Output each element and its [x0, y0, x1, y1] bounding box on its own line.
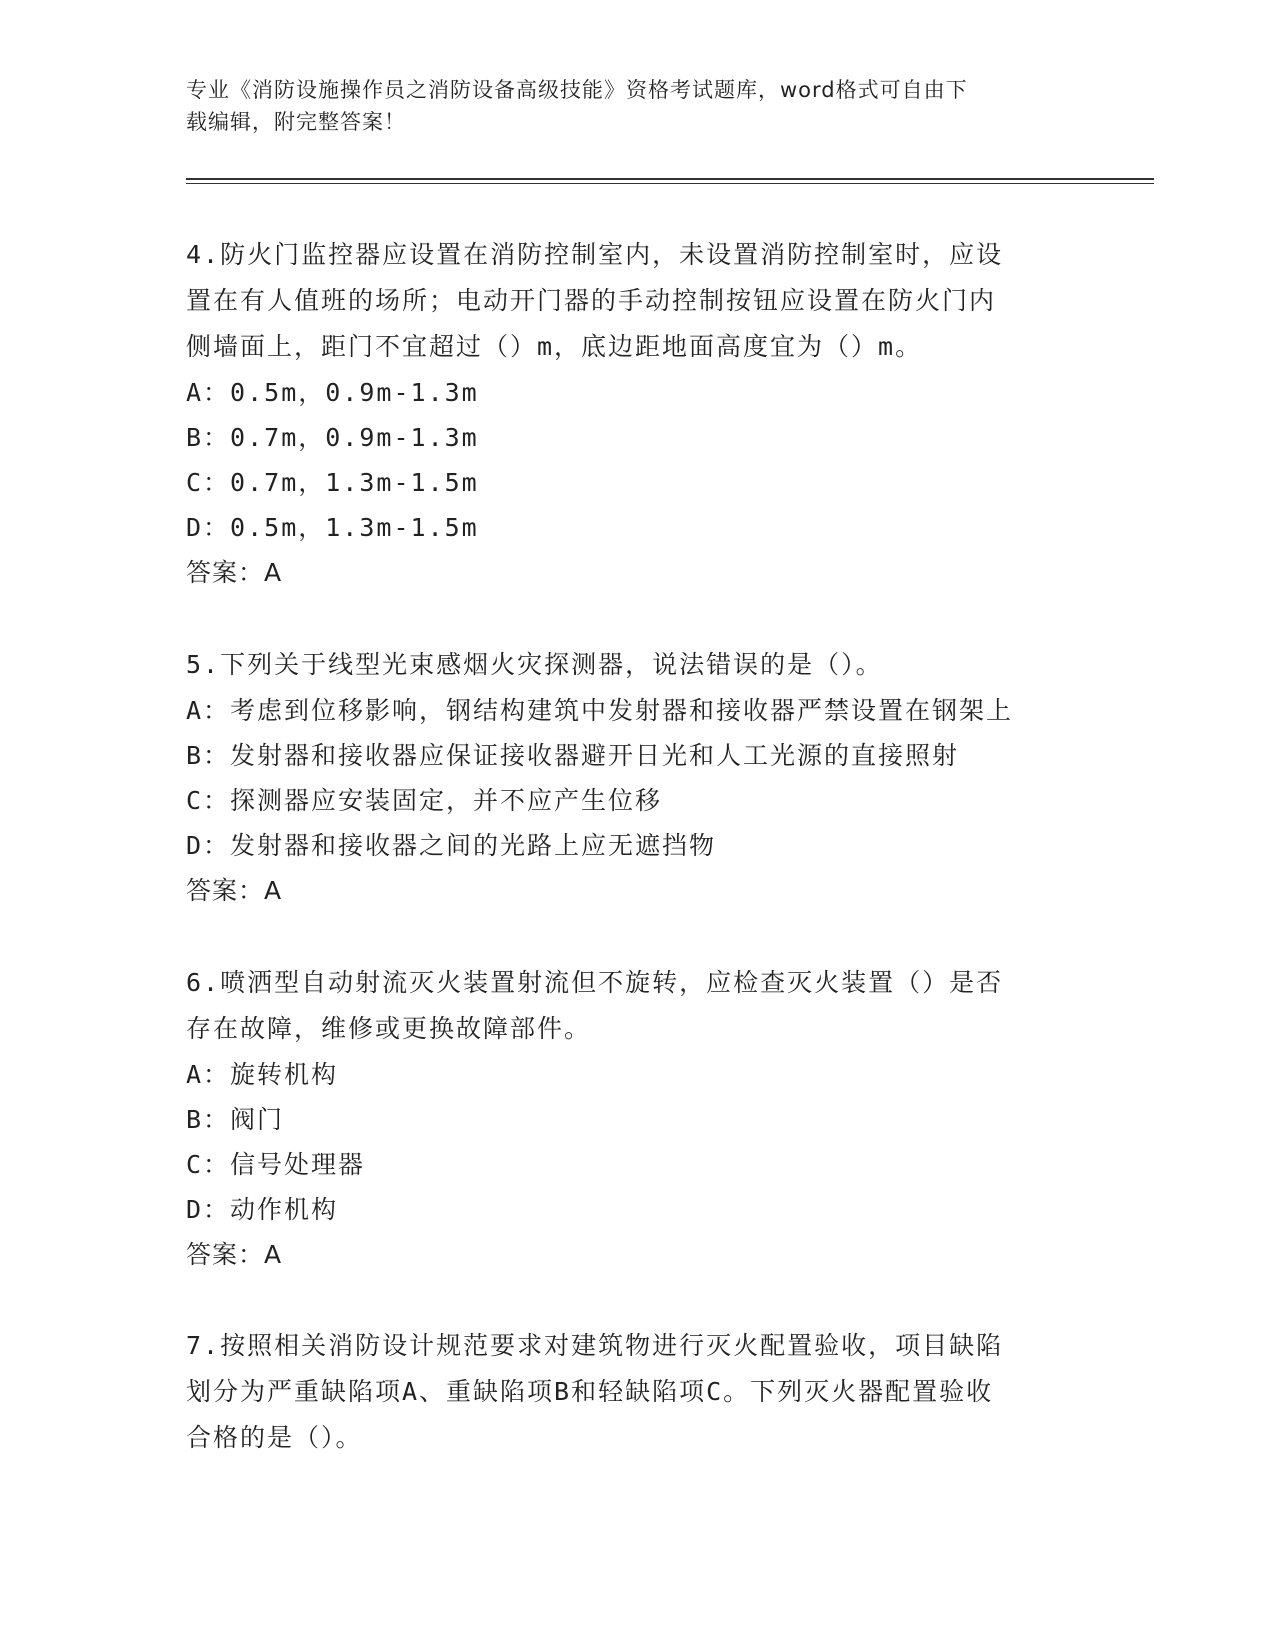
question-stem-line: 侧墙面上，距门不宜超过（）m，底边距地面高度宜为（）m。 — [186, 332, 923, 361]
question-7 — [186, 1323, 1086, 1461]
document-header — [186, 74, 1066, 138]
option-c: C：探测器应安装固定，并不应产生位移 — [186, 786, 663, 815]
header-line-2: 载编辑，附完整答案！ — [186, 110, 406, 134]
question-stem-line: 4.防火门监控器应设置在消防控制室内，未设置消防控制室时，应设 — [186, 240, 1004, 269]
option-d: D：0.5m，1.3m-1.5m — [186, 513, 479, 542]
question-stem-line: 置在有人值班的场所；电动开门器的手动控制按钮应设置在防火门内 — [186, 286, 997, 315]
question-stem-line: 划分为严重缺陷项A、重缺陷项B和轻缺陷项C。下列灭火器配置验收 — [186, 1377, 994, 1406]
option-d: D：动作机构 — [186, 1195, 339, 1224]
option-c: C：0.7m，1.3m-1.5m — [186, 468, 479, 497]
answer: 答案：A — [186, 876, 283, 905]
question-stem-line: 存在故障，维修或更换故障部件。 — [186, 1014, 592, 1043]
option-d: D：发射器和接收器之间的光路上应无遮挡物 — [186, 831, 717, 860]
answer: 答案：A — [186, 1240, 283, 1269]
question-5 — [186, 642, 1086, 913]
answer: 答案：A — [186, 558, 283, 587]
header-divider-thick — [186, 178, 1154, 180]
question-stem-line: 5.下列关于线型光束感烟火灾探测器，说法错误的是（）。 — [186, 650, 883, 679]
question-stem-line: 合格的是（）。 — [186, 1423, 363, 1452]
question-stem-line: 7.按照相关消防设计规范要求对建筑物进行灭火配置验收，项目缺陷 — [186, 1331, 1004, 1360]
option-a: A：考虑到位移影响，钢结构建筑中发射器和接收器严禁设置在钢架上 — [186, 696, 1014, 725]
header-divider-thin — [186, 183, 1154, 184]
option-a: A：旋转机构 — [186, 1060, 339, 1089]
question-6 — [186, 960, 1086, 1277]
option-b: B：发射器和接收器应保证接收器避开日光和人工光源的直接照射 — [186, 741, 960, 770]
question-4 — [186, 232, 1086, 595]
option-b: B：0.7m，0.9m-1.3m — [186, 423, 479, 452]
header-line-1: 专业《消防设施操作员之消防设备高级技能》资格考试题库，word格式可自由下 — [186, 78, 968, 102]
question-stem-line: 6.喷洒型自动射流灭火装置射流但不旋转，应检查灭火装置（）是否 — [186, 968, 1004, 997]
option-b: B：阀门 — [186, 1105, 285, 1134]
option-a: A：0.5m，0.9m-1.3m — [186, 378, 479, 407]
option-c: C：信号处理器 — [186, 1150, 366, 1179]
